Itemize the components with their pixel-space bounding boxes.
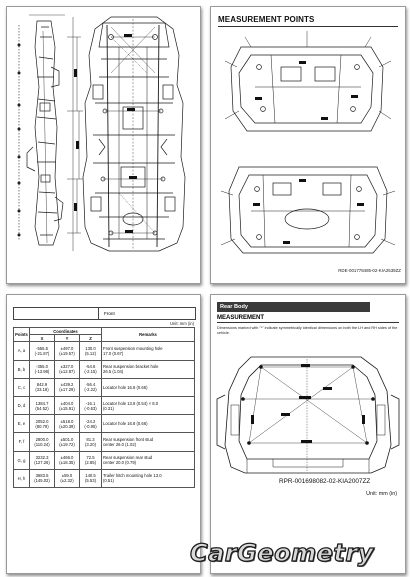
rear-body-measurement-page [210,294,406,574]
table-row [14,451,195,469]
z-cell: 81.3 (3.20) [80,433,102,451]
remarks-cell: Rear suspension rear stud center 20.0 (0.79) [102,451,195,469]
table-row [14,396,195,414]
y-cell: ±497.0 (±19.57) [55,342,80,360]
x-cell: 3683.5 (145.02) [30,469,55,487]
y-cell: ±327.0 (±12.87) [55,360,80,378]
y-cell: ±439.2 (±17.29) [55,378,80,396]
cargeometry-logo: CarGeometry [190,539,374,567]
col-points-header: Points [14,328,30,342]
col-coordinates-header: Coordinates [30,328,102,335]
z-cell: 140.5 (5.53) [80,469,102,487]
remarks-cell: Locator hole 13.8 (0.54) × 8.0 (0.31) [102,396,195,414]
col-y-header: Y [55,335,80,342]
z-cell: 130.0 (5.12) [80,342,102,360]
x-cell: 1384.7 (54.52) [30,396,55,414]
table-header-box [13,307,196,320]
section-banner: Rear Body [217,302,370,312]
header-blank-cell [14,308,99,319]
point-cell: H, h [14,469,30,487]
y-cell: ±466.0 (±18.35) [55,451,80,469]
point-cell: C, c [14,378,30,396]
x-cell: 2052.0 (80.79) [30,415,55,433]
unit-label: Unit: mm (in) [366,491,397,497]
x-cell: 3232.3 (127.26) [30,451,55,469]
x-cell: 2800.0 (110.24) [30,433,55,451]
remarks-cell: Locator hole 16.8 (0.66) [102,378,195,396]
underbody-diagram-page [6,6,201,284]
x-cell: -555.5 (-21.87) [30,342,55,360]
figure-reference-code: RDE-001778485-02-KIA2539ZZ [338,268,401,273]
table-row [14,378,195,396]
y-cell: ±501.0 (±19.72) [55,433,80,451]
point-cell: B, b [14,360,30,378]
z-cell: -16.1 (-0.63) [80,396,102,414]
unit-label: Unit: mm (in) [170,321,194,326]
remarks-cell: Front suspension mounting hole 17.0 (0.67) [102,342,195,360]
table-row [14,469,195,487]
measurement-points-page [210,6,406,284]
table-row [14,360,195,378]
measurement-points-diagram [211,7,405,283]
x-cell: -355.0 (-13.98) [30,360,55,378]
table-row [14,342,195,360]
page-title: MEASUREMENT POINTS [218,15,398,27]
remarks-cell: Locator hole 16.8 (0.66) [102,415,195,433]
table-row [14,433,195,451]
point-cell: E, e [14,415,30,433]
col-x-header: X [30,335,55,342]
figure-reference-code: RPR-001698082-02-KIA2007ZZ [279,478,371,485]
rear-body-diagram [211,295,405,573]
coordinates-table-page [6,294,201,574]
point-cell: G, g [14,451,30,469]
z-cell: -54.6 (-2.15) [80,360,102,378]
point-cell: A, a [14,342,30,360]
remarks-cell: Rear suspension front stud center 26.0 (1.02) [102,433,195,451]
remarks-cell: Trailer hitch mounting hole 13.0 (0.51) [102,469,195,487]
y-cell: ±59.0 (±2.32) [55,469,80,487]
section-heading: MEASUREMENT [217,315,399,323]
z-cell: -24.2 (-0.95) [80,415,102,433]
symmetry-note: Dimensions marked with "*" indicate symmetrically identical dimensions on both the LH and RH sides of the vehicle. [217,326,398,335]
y-cell: ±404.0 (±15.91) [55,396,80,414]
z-cell: 72.5 (2.85) [80,451,102,469]
underbody-diagram [7,7,200,283]
table-row [14,415,195,433]
coordinates-table [13,327,195,488]
point-cell: F, f [14,433,30,451]
header-front-label: Front [104,311,115,316]
remarks-cell: Rear suspension bracket hole 26.5 (1.04) [102,360,195,378]
col-remarks-header: Remarks [102,328,195,342]
x-cell: 842.9 (33.18) [30,378,55,396]
y-cell: ±518.0 (±20.39) [55,415,80,433]
point-cell: D, d [14,396,30,414]
z-cell: -56.4 (-2.22) [80,378,102,396]
col-z-header: Z [80,335,102,342]
